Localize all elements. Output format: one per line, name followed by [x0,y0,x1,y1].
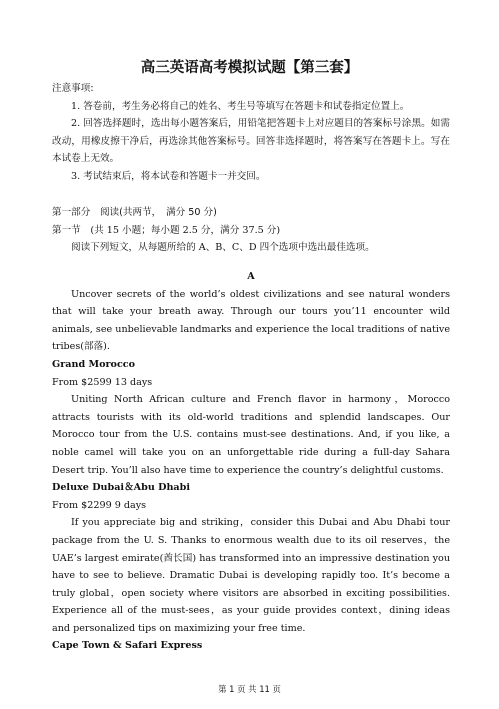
notice-section [52,80,450,186]
passage-label: A [247,271,255,282]
notice-item-3: 3. 考试结束后，将本试卷和答题卡一并交回。 [71,170,266,182]
notice-item-1: 1. 答卷前，考生务必将自己的姓名、考生号等填写在答题卡和试卷指定位置上。 [71,100,410,112]
part1-heading: 第一部分 阅读(共两节， 满分 50 分) [52,207,217,218]
notice-heading: 注意事项: [52,83,94,94]
tour-desc-morocco: Uniting North African culture and French flavor in harmony，Morocco attracts tourists with its old-world traditions and splendid landscapes. Our Morocco tour from the U.S. contains must-see destinations. And, if you like, a noble camel will take you on an unforgettable ride during a full-day Sahara Desert trip. You’ll also have time to experience the country’s delightful customs. [52,394,450,476]
notice-item-2: 2. 回答选择题时，选出每小题答案后，用铅笔把答题卡上对应题目的答案标号涂黑。如需改动，用橡皮擦干净后，再选涂其他答案标号。回答非选择题时，将答案写在答题卡上。写在本试卷上无效。 [52,118,450,165]
part1-section [52,204,450,257]
section1-heading: 第一节 (共 15 小题；每小题 2.5 分，满分 37.5 分) [52,224,281,236]
section1-instruction: 阅读下列短文，从每题所给的 A、B、C、D 四个选项中选出最佳选项。 [71,242,375,254]
tour-name-dubai: Deluxe Dubai＆Abu Dhabi [52,482,190,494]
tour-price-morocco: From $2599 13 days [52,376,153,388]
tour-price-dubai: From $2299 9 days [52,499,147,511]
tour-name-morocco: Grand Morocco [52,358,136,370]
passage-intro: Uncover secrets of the world’s oldest civilizations and see natural wonders that will take your breath away. Through our tours you’11 encounter wild animals, see unbelievable landmarks and experience the local traditions of native tribes(部落). [52,288,450,353]
tour-name-cape-town: Cape Town & Safari Express [52,640,203,652]
tour-desc-dubai: If you appreciate big and striking，consider this Dubai and Abu Dhabi tour package from the U. S. Thanks to enormous wealth due to its oil reserves，the UAE’s largest emirate(酋长国) has transformed into an impressive destination you have to see to believe. Dramatic Dubai is developing rapidly too. It’s become a truly global，open society where visitors are absorbed in exciting possibilities. Experience all of the must-sees，as your guide provides context，dining ideas and personalized tips on maximizing your free time. [52,517,450,634]
page-footer: 第 1 页 共 11 页 [218,684,281,694]
passage-a [52,268,450,655]
page-title: 高三英语高考模拟试题【第三套】 [140,60,359,76]
